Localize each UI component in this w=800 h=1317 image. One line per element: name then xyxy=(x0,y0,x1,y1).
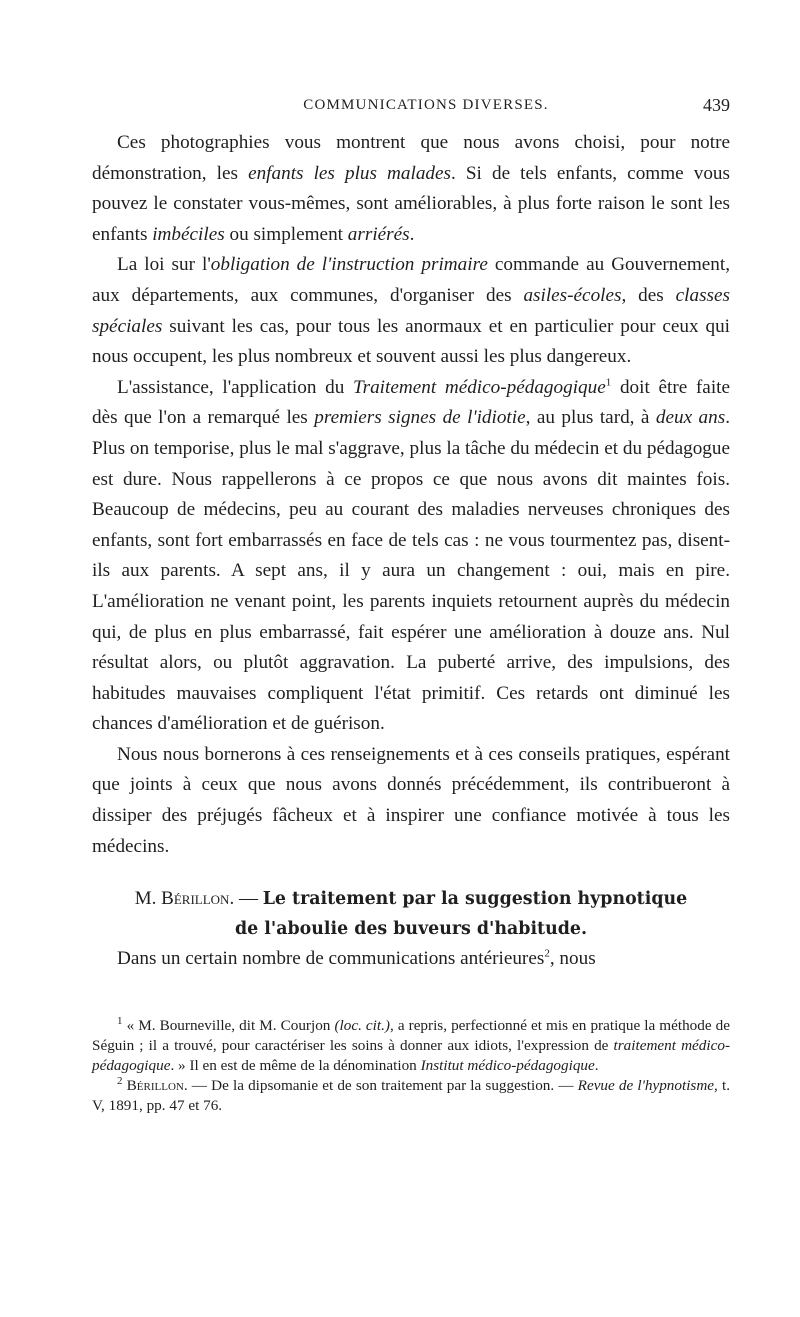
footnote-1: $^1$ « M. Bourneville, dit M. Courjon (loc. cit.), a repris, perfectionné et mis en pratique la méthode de Séguin ; il a trouvé, pour caractériser les soins à donner aux idiots, l'expression de traitement médico-pédagogique. » Il en est de même de la dénomination Institut médico-pédagogique. xyxy=(92,1014,731,1074)
running-head xyxy=(92,97,730,119)
paragraph-5: Dans un certain nombre de communications antérieures$^2$, nous xyxy=(117,947,596,970)
footnote-marker-1: 1 xyxy=(117,1014,123,1027)
section-heading-line-1: M. Bérillon. — Le traitement par la suggestion hypnotique xyxy=(134,888,688,910)
footnote-ref-2[interactable]: 2 xyxy=(544,947,550,960)
footnote-ref-1[interactable]: 1 xyxy=(605,376,612,389)
footnote-marker-2: 2 xyxy=(117,1074,123,1087)
section-heading xyxy=(92,884,730,944)
section-title-1: Le traitement par la suggestion hypnotique xyxy=(262,889,688,910)
section-title-2: de l'aboulie des buveurs d'habitude. xyxy=(234,919,588,940)
section-author: M. Bérillon. xyxy=(134,888,235,910)
body-text xyxy=(92,128,730,975)
paragraph-1: Ces photographies vous montrent que nous avons choisi, pour notre démonstration, les enfants les plus malades. Si de tels enfants, comme vous pouvez le constater vous-mêmes, sont améliorables, à plus forte raison le sont les enfants imbéciles ou simplement arriérés. xyxy=(92,132,730,245)
running-title: COMMUNICATIONS DIVERSES. xyxy=(303,97,549,113)
paragraph-3: L'assistance, l'application du Traitement médico-pédagogique$^1$ doit être faite dès que l'on a remarqué les premiers signes de l'idiotie, au plus tard, à deux ans. Plus on temporise, plus le mal s'aggrave, plus la tâche du médecin et du pédagogue est dure. Nous rappellerons à ce propos ce que nous avons dit maintes fois. Beaucoup de médecins, peu au courant des maladies nerveuses chroniques des enfants, sont fort embarrassés en face de tels cas : ne vous tourmentez pas, disent-ils aux parents. A sept ans, il y aura un changement : oui, mais en pire. L'amélioration ne venant point, les parents inquiets retournent auprès du médecin qui, de plus en plus embarrassé, fait espérer une amélioration à douze ans. Nul résultat alors, ou plutôt aggravation. La puberté arrive, des impulsions, des habitudes mauvaises compliquent l'état primitif. Ces retards ont diminué les chances d'amélioration et de guérison. xyxy=(92,376,731,735)
paragraph-4: Nous nous bornerons à ces renseignements et à ces conseils pratiques, espérant que joints à ceux que nous avons donnés précédemment, ils contribueront à dissiper des préjugés fâcheux et à inspirer une confiance motivée à tous les médecins. xyxy=(92,743,730,857)
paragraph-2: La loi sur l'obligation de l'instruction primaire commande au Gouvernement, aux départements, aux communes, d'organiser des asiles-écoles, des classes spéciales suivant les cas, pour tous les anormaux et en particulier pour ceux qui nous occupent, les plus nombreux et souvent aussi les plus dangereux. xyxy=(92,254,731,368)
footnote-2: $^2$ Bérillon. — De la dipsomanie et de son traitement par la suggestion. — Revue de l'hypnotisme, t. V, 1891, pp. 47 et 76. xyxy=(92,1074,730,1114)
page-number: 439 xyxy=(703,95,730,115)
section-heading-line-2 xyxy=(92,914,730,944)
footnotes xyxy=(92,1016,730,1116)
